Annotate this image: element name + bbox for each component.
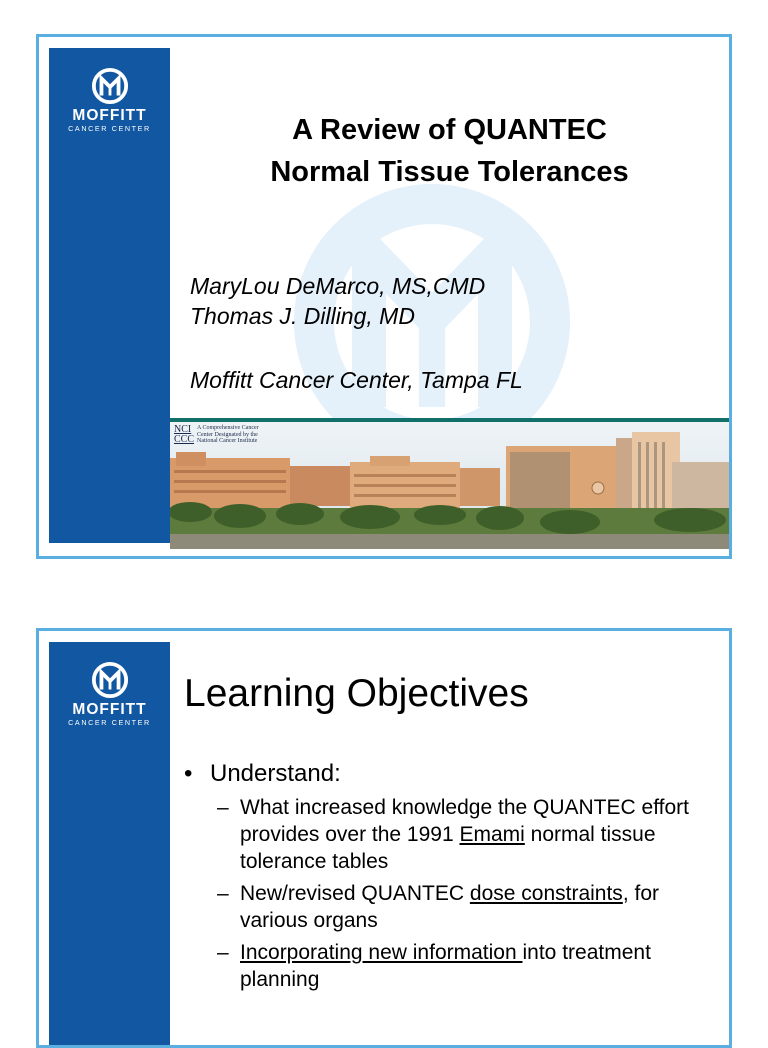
slide-title: Learning Objectives <box>184 672 529 715</box>
objectives-slide <box>36 628 732 1048</box>
sub-bullet-text <box>240 880 710 934</box>
logo-subtitle: CANCER CENTER <box>68 718 151 727</box>
moffitt-m-icon <box>91 661 129 699</box>
title-line-1: A Review of QUANTEC <box>292 114 607 146</box>
nci-designation-badge <box>174 425 263 445</box>
text-run: What increased knowledge the QUANTEC effort provides over the 1991 <box>240 796 689 846</box>
text-run: into treatment planning <box>240 941 651 991</box>
moffitt-logo <box>49 661 170 727</box>
author-2: Thomas J. Dilling, MD <box>190 303 415 329</box>
dash-marker: – <box>217 796 229 819</box>
text-run: normal tissue tolerance tables <box>240 823 656 873</box>
slide-title <box>170 109 729 193</box>
underlined-term: Emami <box>459 823 525 846</box>
title-slide <box>36 34 732 559</box>
sub-bullet-item <box>217 880 714 934</box>
bullet-marker: • <box>184 760 193 787</box>
nci-designation-text: A Comprehensive Cancer Center Designated by the National Cancer Institute <box>197 425 259 444</box>
sub-bullet-item <box>217 794 714 875</box>
moffitt-m-icon <box>91 67 129 105</box>
moffitt-logo <box>49 67 170 133</box>
logo-name: MOFFITT <box>72 701 147 718</box>
text-run: , for various organs <box>240 882 659 932</box>
dash-marker: – <box>217 882 229 905</box>
nci-mark-bottom: CCC <box>174 434 195 445</box>
dash-marker: – <box>217 941 229 964</box>
bullet-list <box>184 759 714 993</box>
title-line-2: Normal Tissue Tolerances <box>270 156 629 188</box>
author-1: MaryLou DeMarco, MS,CMD <box>190 273 486 299</box>
brand-sidebar <box>49 48 170 543</box>
bullet-text: Understand: <box>210 760 341 787</box>
underlined-term: Incorporating new information <box>240 941 523 964</box>
sub-bullet-item <box>217 939 714 993</box>
logo-name: MOFFITT <box>72 107 147 124</box>
underlined-term: dose constraints <box>469 882 623 905</box>
sub-bullet-text <box>240 794 710 875</box>
text-run: New/revised QUANTEC <box>240 882 470 905</box>
bullet-item <box>184 759 714 789</box>
campus-photo <box>170 418 732 549</box>
sub-bullet-text <box>240 939 710 993</box>
nci-mark-top: NCI <box>174 424 192 435</box>
affiliation: Moffitt Cancer Center, Tampa FL <box>190 367 523 393</box>
author-block <box>190 271 523 395</box>
brand-sidebar <box>49 642 170 1045</box>
logo-subtitle: CANCER CENTER <box>68 124 151 133</box>
